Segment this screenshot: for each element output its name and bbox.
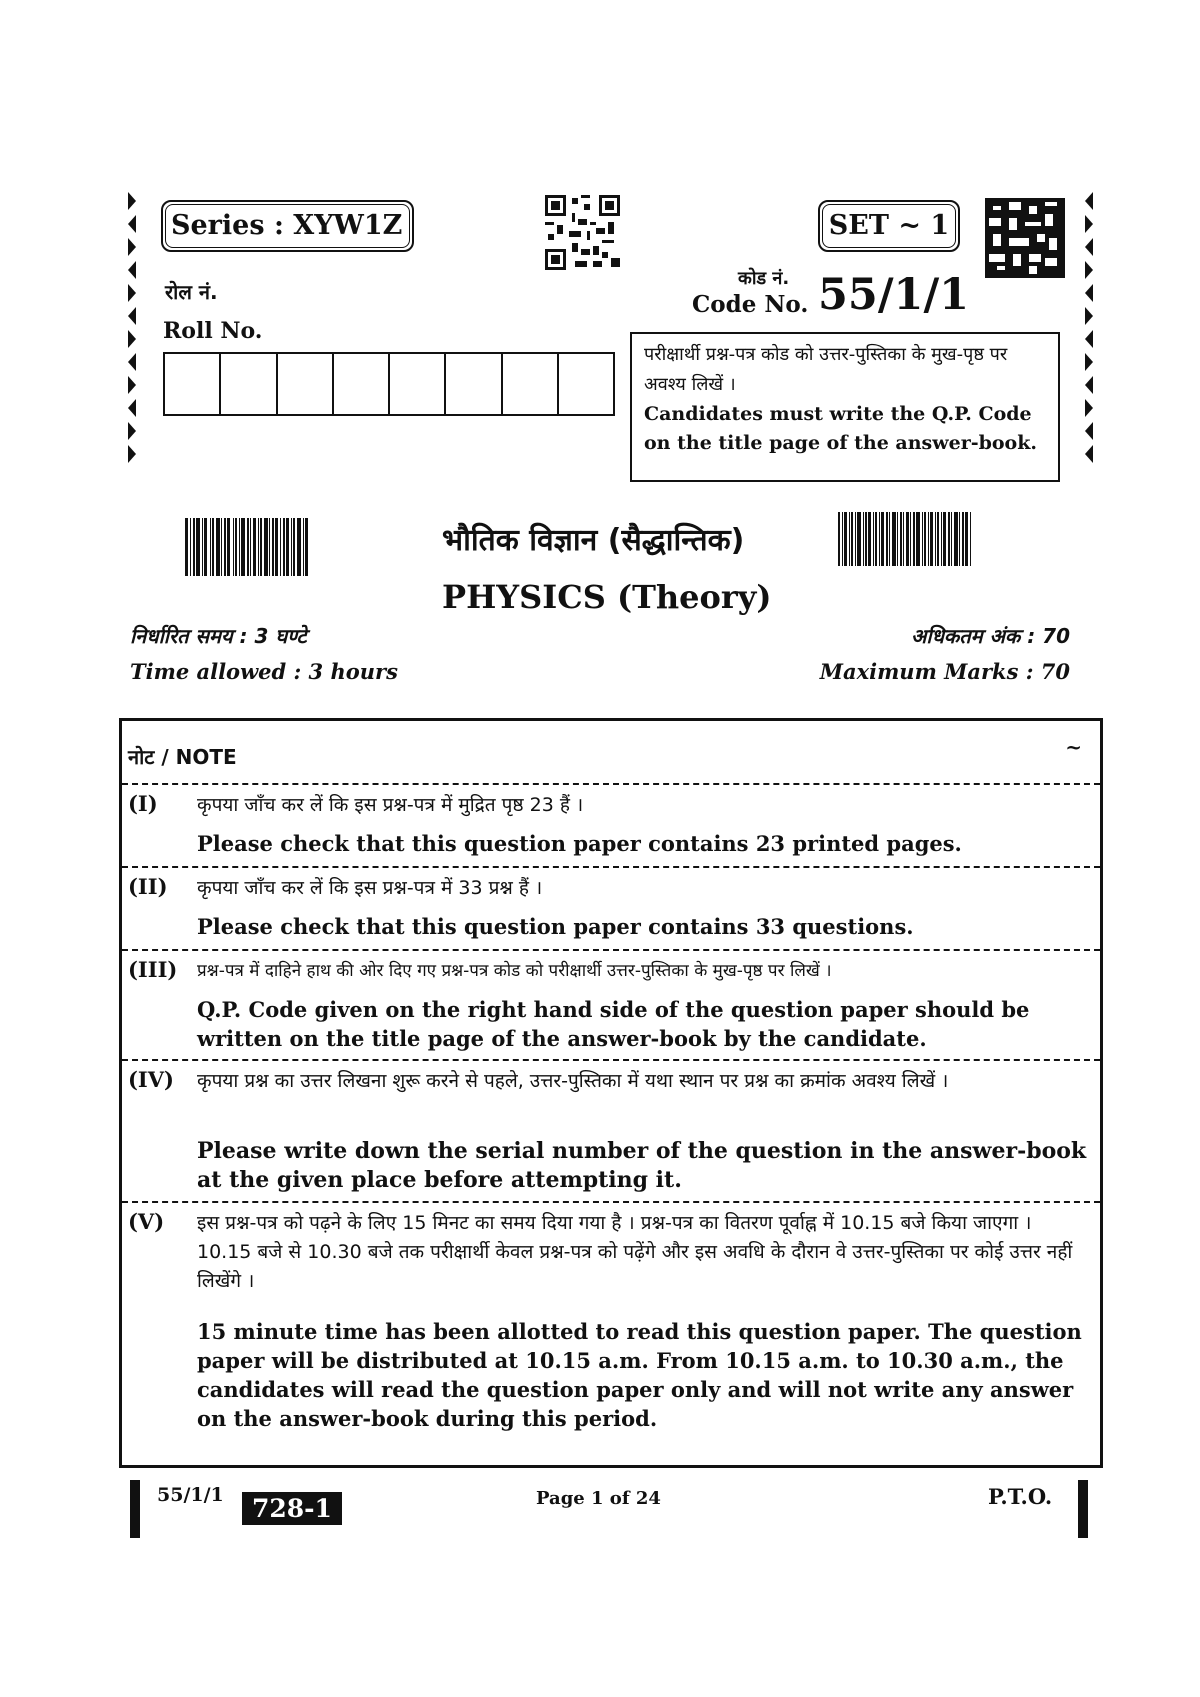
code-instruction-en: Candidates must write the Q.P. Code on the title page of the answer-book. (644, 403, 1037, 454)
code-instruction-hi: परीक्षार्थी प्रश्न-पत्र कोड को उत्तर-पुस्तिका के मुख-पृष्ठ पर अवश्य लिखें । (644, 344, 1008, 395)
pto-label: P.T.O. (988, 1484, 1053, 1509)
footer-right-bar (1078, 1480, 1088, 1538)
instruction-text-en: Please check that this question paper contains 23 printed pages. (197, 831, 962, 856)
roll-digit-box[interactable] (334, 354, 390, 414)
note-heading: नोट / NOTE (128, 745, 237, 769)
left-arrow-column (128, 192, 136, 463)
instruction-text-hi: कृपया प्रश्न का उत्तर लिखना शुरू करने से पहले, उत्तर-पुस्तिका में यथा स्थान पर प्रश्न का क्रमांक अवश्य लिखें । (197, 1070, 949, 1092)
footer-code: 55/1/1 (157, 1484, 224, 1506)
arrow-icon (1085, 330, 1093, 348)
arrow-icon (1085, 215, 1093, 233)
arrow-icon (128, 330, 136, 348)
instruction-text-en: Please check that this question paper contains 33 questions. (197, 914, 914, 939)
roll-number-label-en: Roll No. (163, 318, 263, 344)
divider (122, 783, 1100, 785)
arrow-icon (128, 353, 136, 371)
arrow-icon (128, 284, 136, 302)
instruction-text-hi: इस प्रश्न-पत्र को पढ़ने के लिए 15 मिनट का समय दिया गया है । प्रश्न-पत्र का वितरण पूर्वाह्न में 10.15 बजे किया जाएगा । 10.15 बजे से 10.30 बजे तक परीक्षार्थी केवल प्रश्न-पत्र को पढ़ेंगे और इस अवधि के दौरान वे उत्तर-पुस्तिका पर कोई उत्तर नहीं लिखेंगे । (197, 1212, 1073, 1292)
footer-badge: 728-1 (242, 1492, 342, 1525)
footer-left-bar (130, 1480, 140, 1538)
arrow-icon (128, 307, 136, 325)
instruction-number: (III) (128, 957, 178, 982)
roll-number-boxes[interactable] (163, 352, 615, 416)
divider (122, 949, 1100, 951)
qr-code-icon (545, 195, 620, 270)
arrow-icon (1085, 376, 1093, 394)
arrow-icon (1085, 353, 1093, 371)
arrow-icon (128, 192, 136, 210)
instruction-number: (I) (128, 791, 158, 816)
roll-number-label-hi: रोल नं. (165, 280, 218, 304)
divider (122, 1059, 1100, 1061)
instruction-text-en: 15 minute time has been allotted to read this question paper. The question paper will be distributed at 10.15 a.m. From 10.15 a.m. to 10.30 a.m., the candidates will read the question paper only and will not write any answer on the answer-book during this period. (197, 1319, 1082, 1431)
barcode-left-icon (185, 518, 308, 576)
arrow-icon (1085, 445, 1093, 463)
roll-digit-box[interactable] (503, 354, 559, 414)
series-label: Series : XYW1Z (161, 200, 414, 252)
instruction-text-hi: कृपया जाँच कर लें कि इस प्रश्न-पत्र में मुद्रित पृष्ठ 23 हैं । (197, 794, 584, 816)
roll-digit-box[interactable] (165, 354, 221, 414)
instruction-text-en: Q.P. Code given on the right hand side of the question paper should be written on the title page of the answer-book by the candidate. (197, 997, 1030, 1051)
instructions-box (119, 718, 1103, 1468)
right-arrow-column (1085, 192, 1093, 463)
time-allowed-hi: निर्धारित समय : 3 घण्टे (130, 624, 307, 648)
data-matrix-icon (985, 198, 1065, 278)
roll-digit-box[interactable] (278, 354, 334, 414)
roll-digit-box[interactable] (390, 354, 446, 414)
arrow-icon (128, 261, 136, 279)
instruction-number: (V) (128, 1209, 165, 1234)
instruction-text-hi: कृपया जाँच कर लें कि इस प्रश्न-पत्र में 33 प्रश्न हैं । (197, 877, 543, 899)
arrow-icon (1085, 238, 1093, 256)
divider (122, 1201, 1100, 1203)
max-marks-en: Maximum Marks : 70 (819, 659, 1070, 684)
arrow-icon (128, 215, 136, 233)
set-label: SET ~ 1 (818, 200, 960, 252)
code-number-value: 55/1/1 (818, 270, 970, 320)
barcode-right-icon (838, 512, 971, 566)
arrow-icon (1085, 192, 1093, 210)
instruction-text-hi: प्रश्न-पत्र में दाहिने हाथ की ओर दिए गए प्रश्न-पत्र कोड को परीक्षार्थी उत्तर-पुस्तिका के मुख-पृष्ठ पर लिखें । (197, 961, 832, 981)
instruction-number: (IV) (128, 1067, 174, 1092)
max-marks-hi: अधिकतम अंक : 70 (911, 624, 1070, 648)
time-allowed-en: Time allowed : 3 hours (130, 659, 398, 684)
roll-digit-box[interactable] (446, 354, 502, 414)
arrow-icon (1085, 422, 1093, 440)
note-tilde: ~ (1065, 735, 1082, 759)
arrow-icon (128, 399, 136, 417)
arrow-icon (1085, 284, 1093, 302)
arrow-icon (128, 238, 136, 256)
code-number-label-hi: कोड नं. (738, 268, 790, 289)
roll-digit-box[interactable] (559, 354, 613, 414)
instruction-text-en: Please write down the serial number of the question in the answer-book at the given place before attempting it. (197, 1138, 1087, 1193)
arrow-icon (128, 445, 136, 463)
arrow-icon (128, 422, 136, 440)
instruction-number: (II) (128, 874, 168, 899)
arrow-icon (1085, 261, 1093, 279)
arrow-icon (128, 376, 136, 394)
subject-title-hi: भौतिक विज्ञान (सैद्धान्तिक) (442, 523, 745, 558)
subject-title-en: PHYSICS (Theory) (442, 578, 772, 616)
divider (122, 866, 1100, 868)
code-number-label-en: Code No. (692, 291, 809, 318)
page-number: Page 1 of 24 (536, 1488, 661, 1509)
arrow-icon (1085, 307, 1093, 325)
code-instruction-box (630, 332, 1060, 482)
roll-digit-box[interactable] (221, 354, 277, 414)
arrow-icon (1085, 399, 1093, 417)
